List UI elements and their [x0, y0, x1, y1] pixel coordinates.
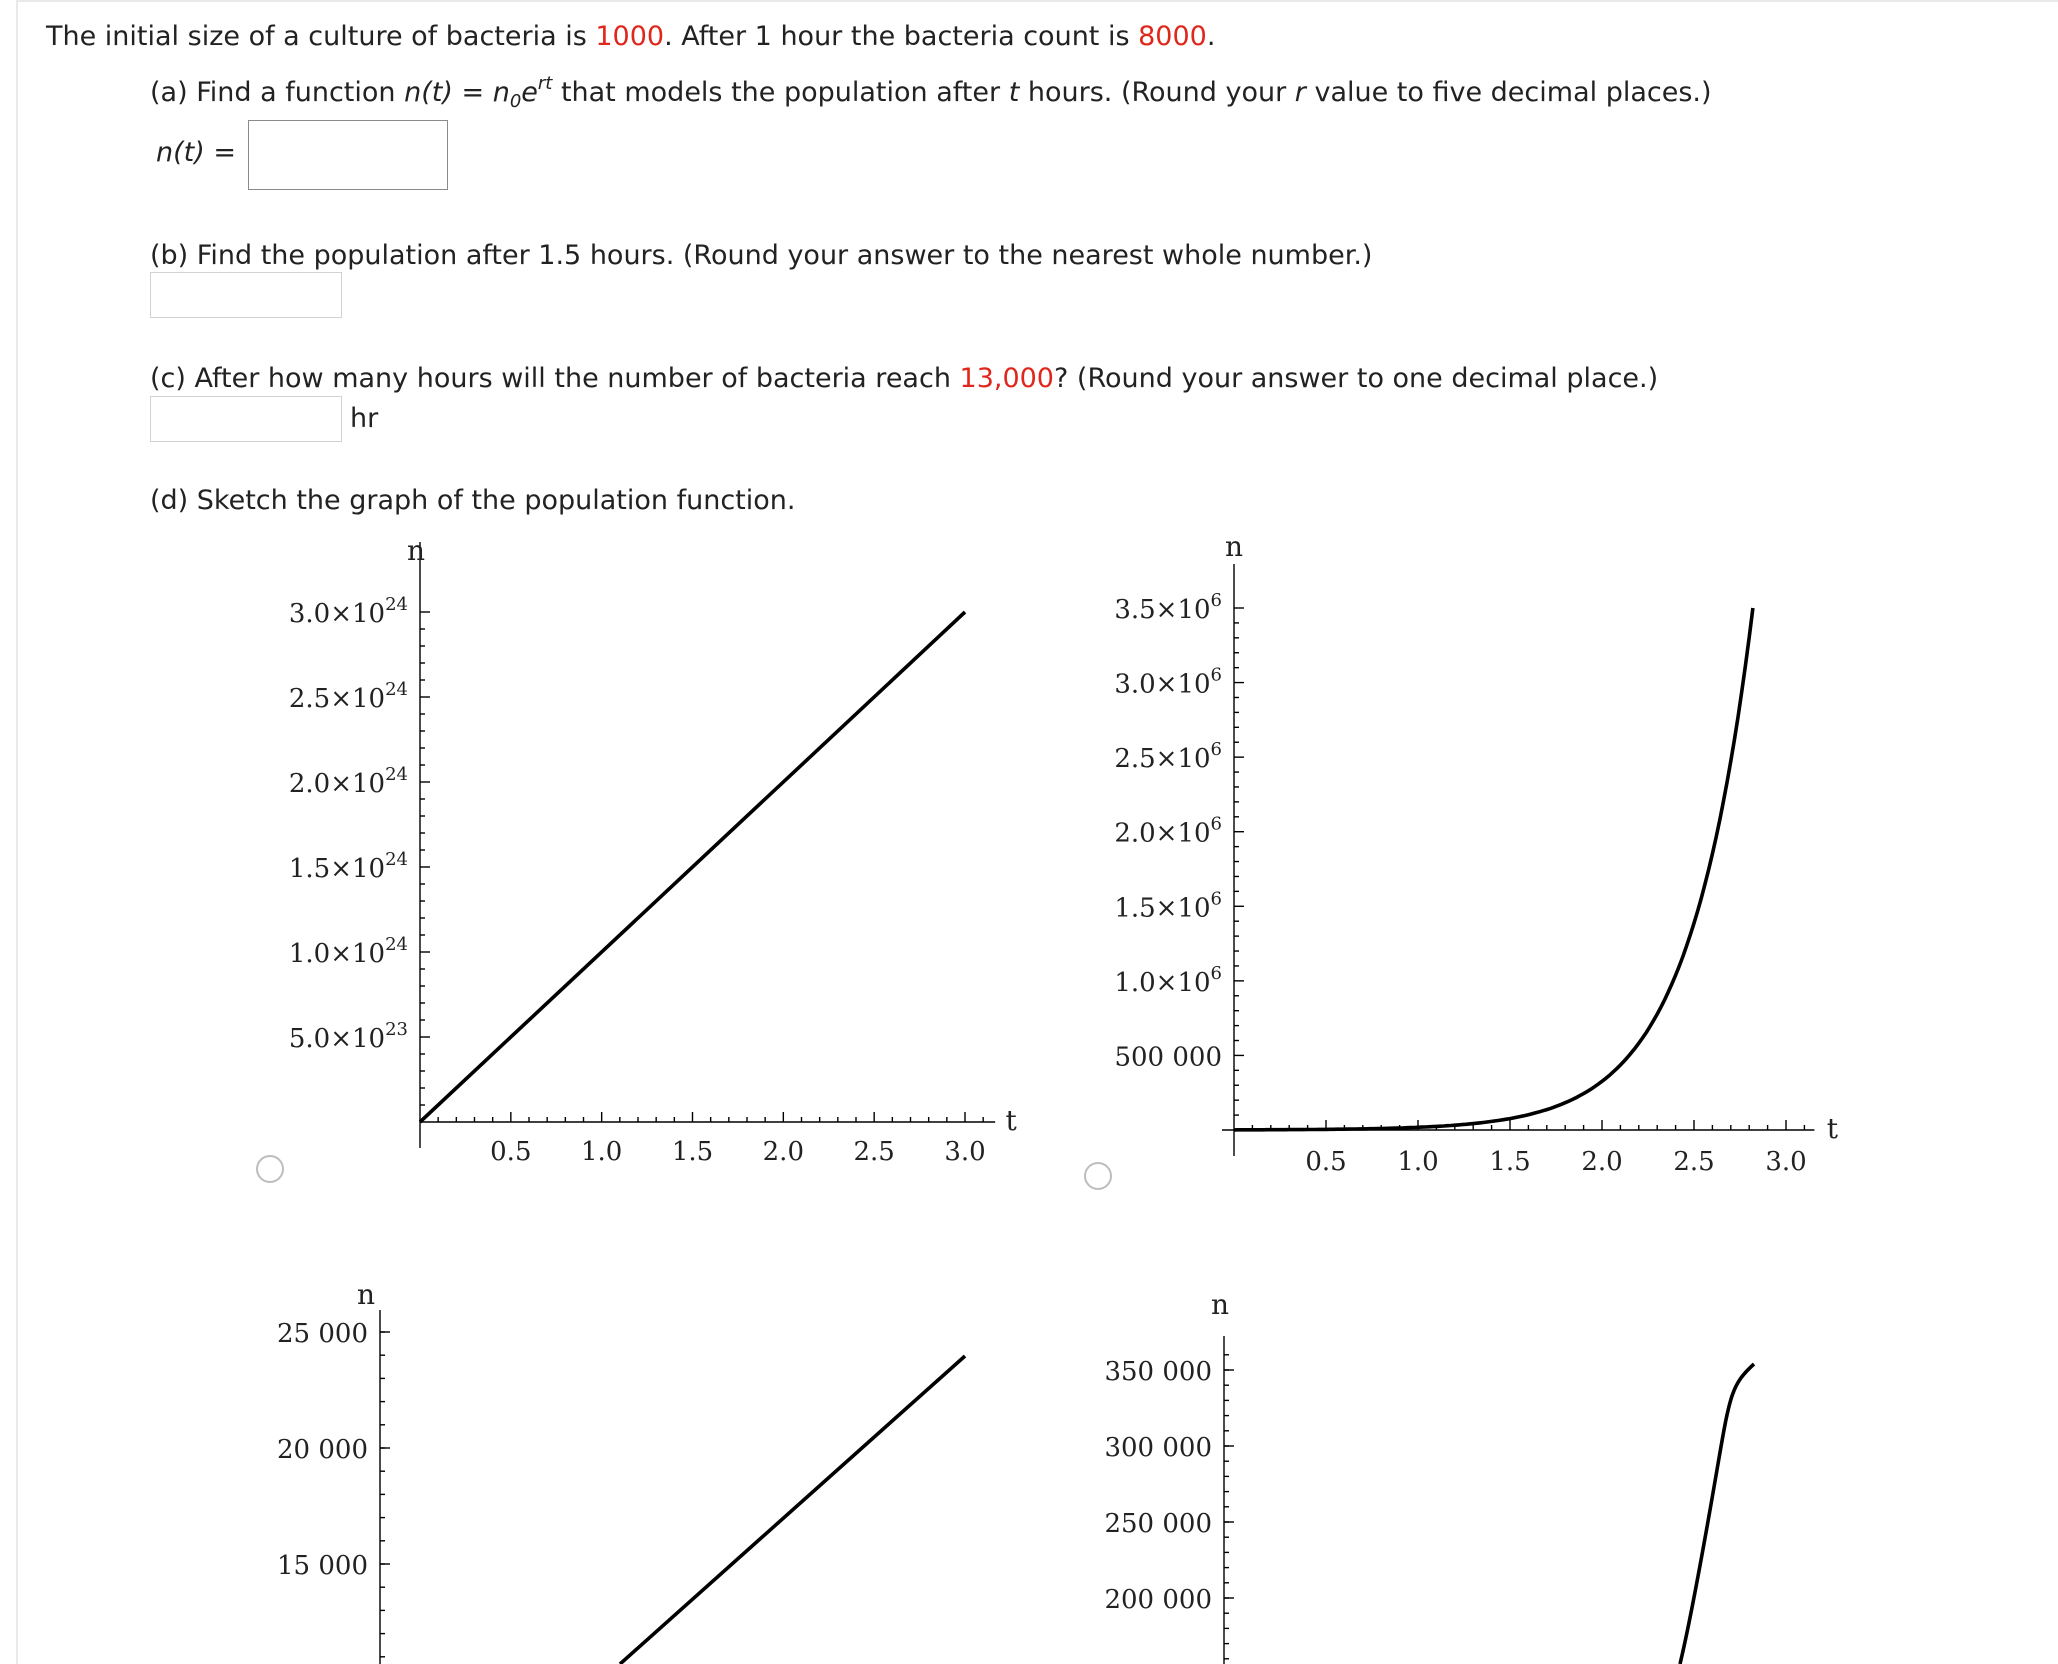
x-tick-label: 2.5 — [1673, 1147, 1715, 1177]
y-tick-label: $2.5\times 10^{24}$ — [288, 679, 408, 714]
x-tick-label: 2.0 — [762, 1137, 805, 1167]
x-tick-label: 2.5 — [853, 1137, 895, 1167]
y-tick-label: $3.0\times 10^6$ — [1114, 664, 1222, 700]
x-tick-label: 1.5 — [671, 1137, 714, 1167]
population-curve — [620, 1356, 965, 1664]
y-tick-label: 250 000 — [1104, 1509, 1212, 1539]
y-axis-label: n — [406, 534, 426, 567]
graph-option-d — [1100, 1284, 1940, 1664]
x-tick-label: 1.5 — [1489, 1147, 1531, 1177]
target-count-value: 13,000 — [959, 363, 1054, 394]
y-tick-label: $2.0\times 10^6$ — [1114, 813, 1222, 849]
function-notation: n(t) — [404, 77, 453, 108]
n0-symbol: n — [492, 77, 510, 108]
y-tick-label: $1.5\times 10^6$ — [1114, 888, 1222, 924]
n0-subscript: 0 — [509, 91, 522, 112]
graph-option-c — [270, 1270, 1030, 1664]
count-value: 8000 — [1138, 21, 1207, 52]
y-axis-label: n — [356, 1278, 376, 1311]
part-a-label: (a) Find a function — [150, 77, 405, 108]
x-axis-label: t — [1826, 1112, 1839, 1145]
intro-text-mid: . After 1 hour the bacteria count is — [664, 21, 1139, 52]
problem-statement — [46, 20, 1215, 54]
y-tick-label: 200 000 — [1104, 1585, 1212, 1615]
graph-option-b — [1100, 524, 1940, 1177]
population-curve — [420, 612, 965, 1122]
graph-option-a — [270, 530, 1030, 1170]
y-tick-label: 20 000 — [277, 1435, 368, 1465]
x-tick-label: 3.0 — [944, 1137, 986, 1167]
hours-unit: hr — [350, 403, 379, 434]
e-symbol: e — [521, 77, 538, 108]
x-axis-label: t — [1005, 1104, 1017, 1137]
function-answer-input[interactable] — [248, 120, 448, 190]
x-tick-label: 3.0 — [1765, 1147, 1807, 1177]
y-tick-label: 25 000 — [277, 1319, 368, 1349]
part-a-text-2: hours. (Round your — [1019, 77, 1295, 108]
y-tick-label: $2.0\times 10^{24}$ — [288, 764, 408, 799]
part-c-text-1: (c) After how many hours will the number of bacteria reach — [150, 363, 960, 394]
x-tick-label: 0.5 — [1305, 1147, 1347, 1177]
part-d-question: (d) Sketch the graph of the population function. — [150, 485, 796, 516]
y-tick-label: $3.5\times 10^6$ — [1114, 590, 1222, 625]
y-tick-label: 300 000 — [1104, 1433, 1212, 1463]
part-c-question — [150, 362, 1658, 396]
y-tick-label: $1.0\times 10^{24}$ — [288, 934, 408, 969]
part-c-text-2: ? (Round your answer to one decimal place.) — [1054, 363, 1659, 394]
population-curve — [1234, 608, 1753, 1130]
y-tick-label: $1.5\times 10^{24}$ — [288, 849, 408, 884]
y-tick-label: $3.0\times 10^{24}$ — [288, 594, 408, 629]
part-b-question: (b) Find the population after 1.5 hours. (Round your answer to the nearest whole number.) — [150, 240, 1373, 271]
y-tick-label: $1.0\times 10^6$ — [1114, 962, 1222, 998]
y-tick-label: 15 000 — [277, 1551, 368, 1581]
intro-text: The initial size of a culture of bacteria is — [46, 21, 596, 52]
x-tick-label: 0.5 — [490, 1137, 532, 1167]
x-tick-label: 1.0 — [1397, 1147, 1439, 1177]
r-symbol: r — [1294, 77, 1306, 108]
part-a-input-label — [156, 136, 236, 170]
y-tick-label: $5.0\times 10^{23}$ — [288, 1019, 408, 1054]
n-of-t-label: n(t) — [156, 137, 205, 168]
y-tick-label: 350 000 — [1104, 1357, 1212, 1387]
hours-answer-input[interactable] — [150, 396, 342, 442]
x-tick-label: 2.0 — [1581, 1147, 1623, 1177]
part-a-text-3: value to five decimal places.) — [1305, 77, 1712, 108]
y-axis-label: n — [1210, 1288, 1230, 1321]
part-a-question — [150, 73, 1712, 113]
n-of-t-equals: = — [204, 137, 236, 168]
exponent-rt: rt — [537, 73, 553, 94]
y-tick-label: 500 000 — [1114, 1042, 1222, 1073]
intro-text-end: . — [1206, 21, 1216, 52]
x-tick-label: 1.0 — [580, 1137, 623, 1167]
t-symbol: t — [1008, 77, 1020, 108]
population-answer-input[interactable] — [150, 272, 342, 318]
initial-size-value: 1000 — [595, 21, 665, 52]
y-axis-label: n — [1224, 530, 1244, 563]
y-tick-label: $2.5\times 10^6$ — [1114, 739, 1222, 775]
equals: = — [452, 77, 493, 108]
population-curve — [1680, 1364, 1754, 1664]
part-a-text-1: that models the population after — [552, 77, 1009, 108]
